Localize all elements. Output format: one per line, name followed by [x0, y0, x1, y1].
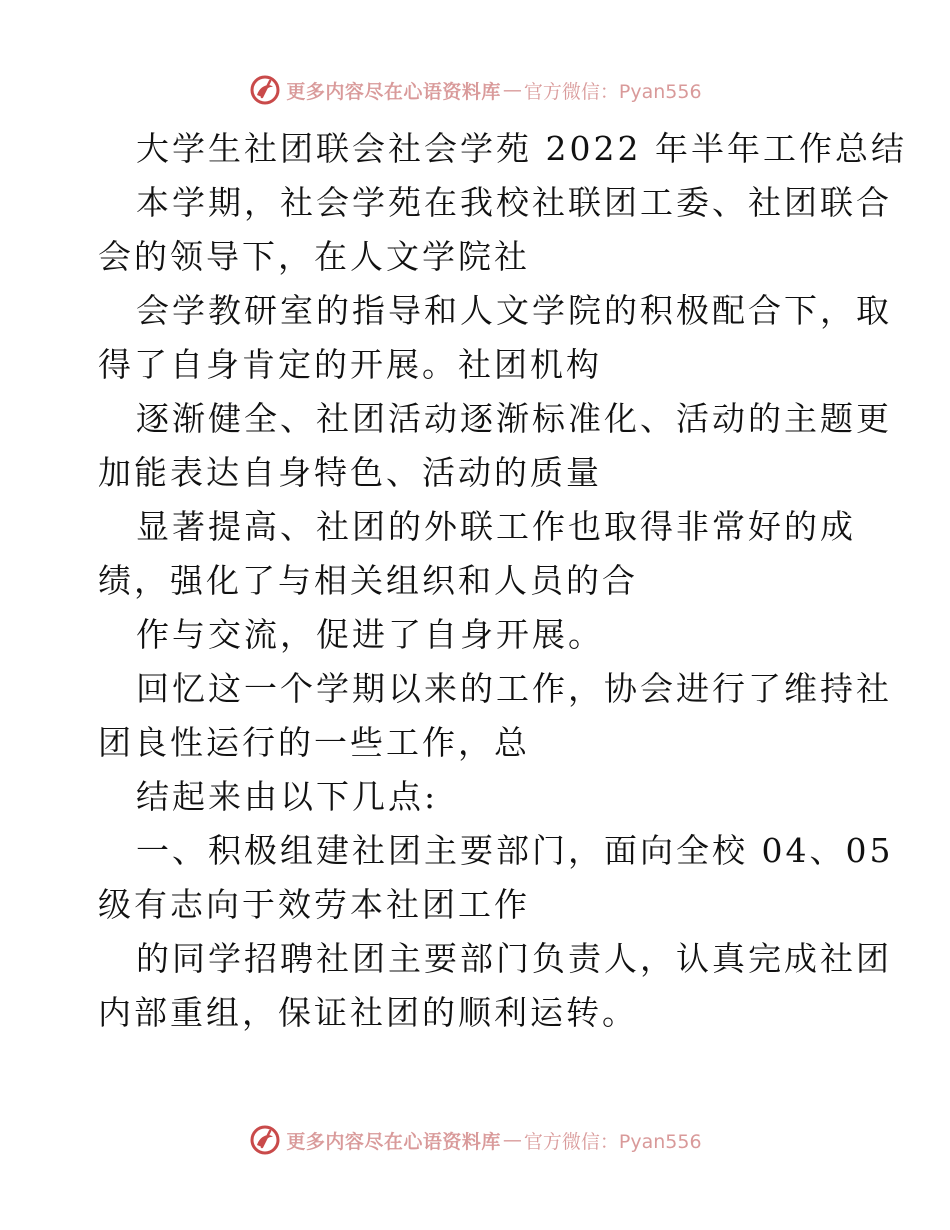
text-line: 得了自身肯定的开展。社团机构 — [98, 345, 602, 384]
text-line: 一、积极组建社团主要部门，面向全校 04、05 — [136, 831, 894, 870]
banner-contact: 官方微信：Pyan556 — [523, 1130, 702, 1153]
text-line: 级有志向于效劳本社团工作 — [98, 885, 530, 924]
text-line: 加能表达自身特色、活动的质量 — [98, 453, 602, 492]
text-line: 回忆这一个学期以来的工作，协会进行了维持社 — [136, 669, 892, 708]
text-line: 本学期，社会学苑在我校社联团工委、社团联合 — [136, 183, 892, 222]
text-line: 显著提高、社团的外联工作也取得非常好的成 — [136, 507, 856, 546]
red-swirl-logo-icon — [248, 1123, 282, 1157]
text-line: 会的领导下，在人文学院社 — [98, 237, 530, 276]
banner-separator: — — [502, 79, 522, 101]
text-line: 作与交流，促进了自身开展。 — [136, 615, 604, 654]
banner-separator: — — [502, 1129, 522, 1151]
text-line: 会学教研室的指导和人文学院的积极配合下，取 — [136, 291, 892, 330]
text-line: 逐渐健全、社团活动逐渐标准化、活动的主题更 — [136, 399, 892, 438]
text-line: 结起来由以下几点: — [136, 777, 439, 816]
text-line: 团良性运行的一些工作，总 — [98, 723, 530, 762]
header-banner — [0, 70, 950, 110]
red-swirl-logo-icon — [248, 73, 282, 107]
text-line: 的同学招聘社团主要部门负责人，认真完成社团 — [136, 939, 892, 978]
banner-text: 更多内容尽在心语资料库 — [286, 1130, 501, 1153]
banner-contact: 官方微信：Pyan556 — [523, 80, 702, 103]
banner-text: 更多内容尽在心语资料库 — [286, 80, 501, 103]
text-line: 内部重组，保证社团的顺利运转。 — [98, 993, 638, 1032]
document-body — [98, 122, 907, 1040]
text-line: 绩，强化了与相关组织和人员的合 — [98, 561, 638, 600]
text-line: 大学生社团联会社会学苑 2022 年半年工作总结 — [136, 129, 907, 168]
footer-banner — [0, 1120, 950, 1160]
